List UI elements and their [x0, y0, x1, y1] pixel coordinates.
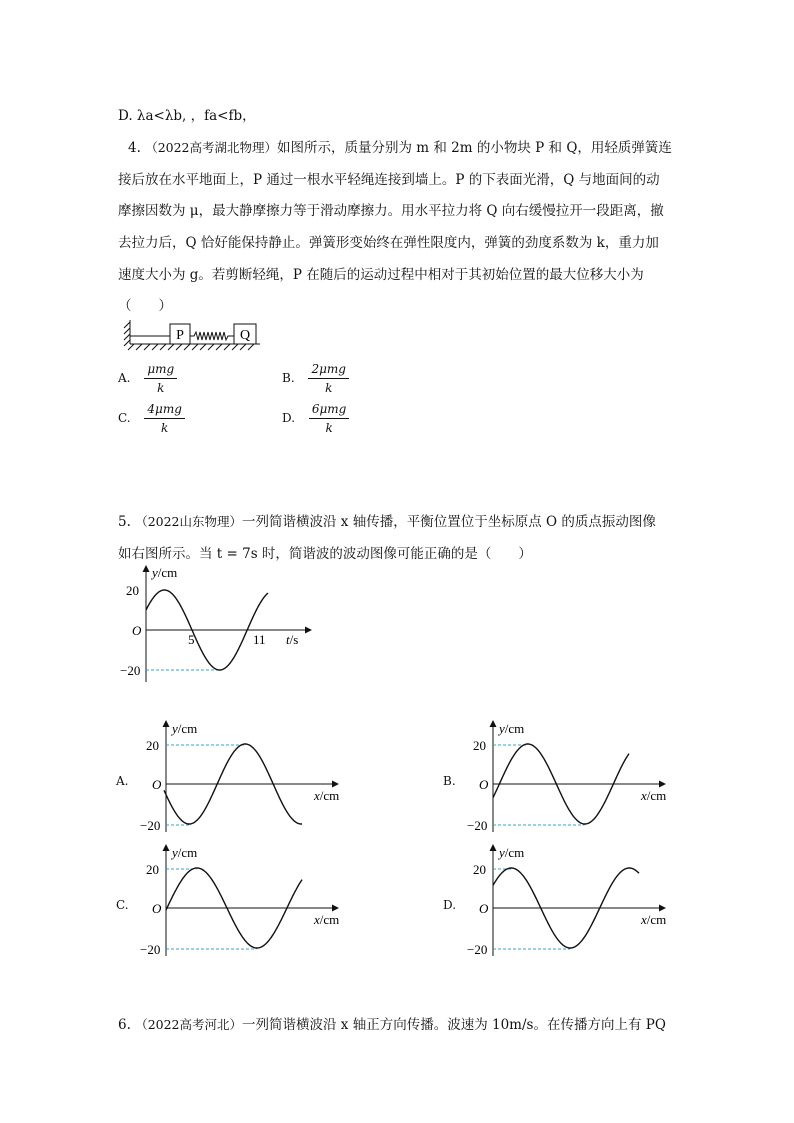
q5-option-b[interactable]	[443, 718, 673, 838]
y-tick-20: 20	[473, 862, 486, 877]
q5-option-b-graph	[443, 718, 673, 838]
y-tick-neg20: −20	[140, 942, 161, 957]
q4-stem-3: 摩擦因数为 μ，最大静摩擦力等于滑动摩擦力。用水平拉力将 Q 向右缓慢拉开一段距离，撤	[118, 203, 664, 219]
y-tick-neg20: −20	[467, 818, 488, 833]
q4-option-c-num: 4μmg	[144, 400, 185, 419]
origin-label: O	[152, 901, 162, 916]
q6-number: 6.	[118, 1017, 131, 1033]
q4-option-a-den: k	[157, 381, 165, 395]
q4-source: （2022高考湖北物理）	[145, 140, 277, 155]
q5-option-d[interactable]	[443, 842, 673, 962]
q4-stem-4: 去拉力后，Q 恰好能保持静止。弹簧形变始终在弹性限度内，弹簧的劲度系数为 k，重力加	[118, 235, 659, 251]
prev-option-d: D. λa<λb, ，fa<fb，	[118, 108, 256, 124]
q5-source: （2022山东物理）	[135, 514, 242, 529]
q4-option-a-fraction	[144, 360, 177, 397]
q6-line-1	[118, 1013, 666, 1033]
y-tick-20: 20	[126, 583, 139, 598]
wall	[124, 320, 130, 346]
y-label: y/cm	[172, 845, 198, 860]
q4-option-c-den: k	[161, 421, 169, 435]
q5-option-c-graph	[116, 842, 346, 962]
y-tick-20: 20	[146, 738, 159, 753]
q4-option-b-fraction	[308, 360, 349, 397]
q4-spring-diagram	[122, 318, 262, 352]
q5-stem-2: 如右图所示。当 t = 7s 时，简谐波的波动图像可能正确的是（ ）	[118, 546, 532, 562]
origin-label: O	[152, 777, 162, 792]
q6-stem: 一列简谐横波沿 x 轴正方向传播。波速为 10m/s。在传播方向上有 PQ	[242, 1017, 666, 1033]
y-tick-neg20: −20	[120, 663, 141, 678]
spring	[190, 332, 234, 340]
q4-option-d-label: D.	[282, 411, 296, 425]
q5-line-1	[118, 510, 656, 530]
q4-number: 4.	[128, 140, 141, 156]
q6-source: （2022高考河北）	[135, 1017, 242, 1032]
q4-option-a[interactable]	[118, 360, 177, 397]
origin-label: O	[479, 901, 489, 916]
block-q-label: Q	[239, 328, 251, 343]
q4-stem-2: 接后放在水平地面上，P 通过一根水平轻绳连接到墙上。P 的下表面光滑，Q 与地面间的动	[118, 172, 660, 188]
q5-option-c-label: C.	[116, 898, 129, 912]
y-tick-20: 20	[473, 738, 486, 753]
q5-vibration-graph	[116, 560, 316, 685]
y-label: y/cm	[152, 565, 178, 580]
q5-option-b-label: B.	[443, 774, 456, 788]
q5-option-d-graph	[443, 842, 673, 962]
y-label: y/cm	[172, 721, 198, 736]
q4-stem-1: 如图所示，质量分别为 m 和 2m 的小物块 P 和 Q，用轻质弹簧连	[277, 140, 672, 156]
origin-label: O	[479, 777, 489, 792]
q4-line-1	[128, 136, 672, 156]
q4-option-c[interactable]	[118, 400, 185, 437]
q4-option-d-den: k	[325, 421, 333, 435]
q4-option-c-label: C.	[118, 411, 131, 425]
ground	[128, 344, 260, 350]
q4-option-b-den: k	[325, 381, 333, 395]
q4-option-d-num: 6μmg	[309, 400, 350, 419]
q4-stem-5: 速度大小为 g。若剪断轻绳，P 在随后的运动过程中相对于其初始位置的最大位移大小为	[118, 267, 644, 283]
q5-option-a-graph	[116, 718, 346, 838]
q4-option-d[interactable]	[282, 400, 349, 437]
x-label: x/cm	[641, 788, 667, 803]
q4-option-b-label: B.	[282, 371, 295, 385]
q4-option-b-num: 2μmg	[308, 360, 349, 379]
y-tick-neg20: −20	[140, 818, 161, 833]
y-label: y/cm	[499, 845, 525, 860]
q5-option-c[interactable]	[116, 842, 346, 962]
t-tick-5: 5	[188, 632, 195, 647]
q4-option-b[interactable]	[282, 360, 349, 397]
block-p-label: P	[176, 328, 184, 343]
q5-stem-1: 一列简谐横波沿 x 轴传播，平衡位置位于坐标原点 O 的质点振动图像	[242, 514, 656, 530]
q4-option-d-fraction	[309, 400, 350, 437]
y-tick-neg20: −20	[467, 942, 488, 957]
q4-option-a-label: A.	[118, 371, 131, 385]
q5-option-a-label: A.	[116, 774, 129, 788]
y-label: y/cm	[499, 721, 525, 736]
x-label: x/cm	[641, 912, 667, 927]
q5-number: 5.	[118, 514, 131, 530]
t-tick-11: 11	[253, 632, 266, 647]
q4-option-a-num: μmg	[144, 360, 177, 379]
y-tick-20: 20	[146, 862, 159, 877]
origin-label: O	[132, 623, 142, 638]
x-label: x/cm	[314, 788, 340, 803]
q5-option-d-label: D.	[443, 898, 457, 912]
q4-option-c-fraction	[144, 400, 185, 437]
q5-option-a[interactable]	[116, 718, 346, 838]
t-label: t/s	[286, 632, 299, 647]
q4-bracket: （ ）	[118, 298, 172, 314]
x-label: x/cm	[314, 912, 340, 927]
